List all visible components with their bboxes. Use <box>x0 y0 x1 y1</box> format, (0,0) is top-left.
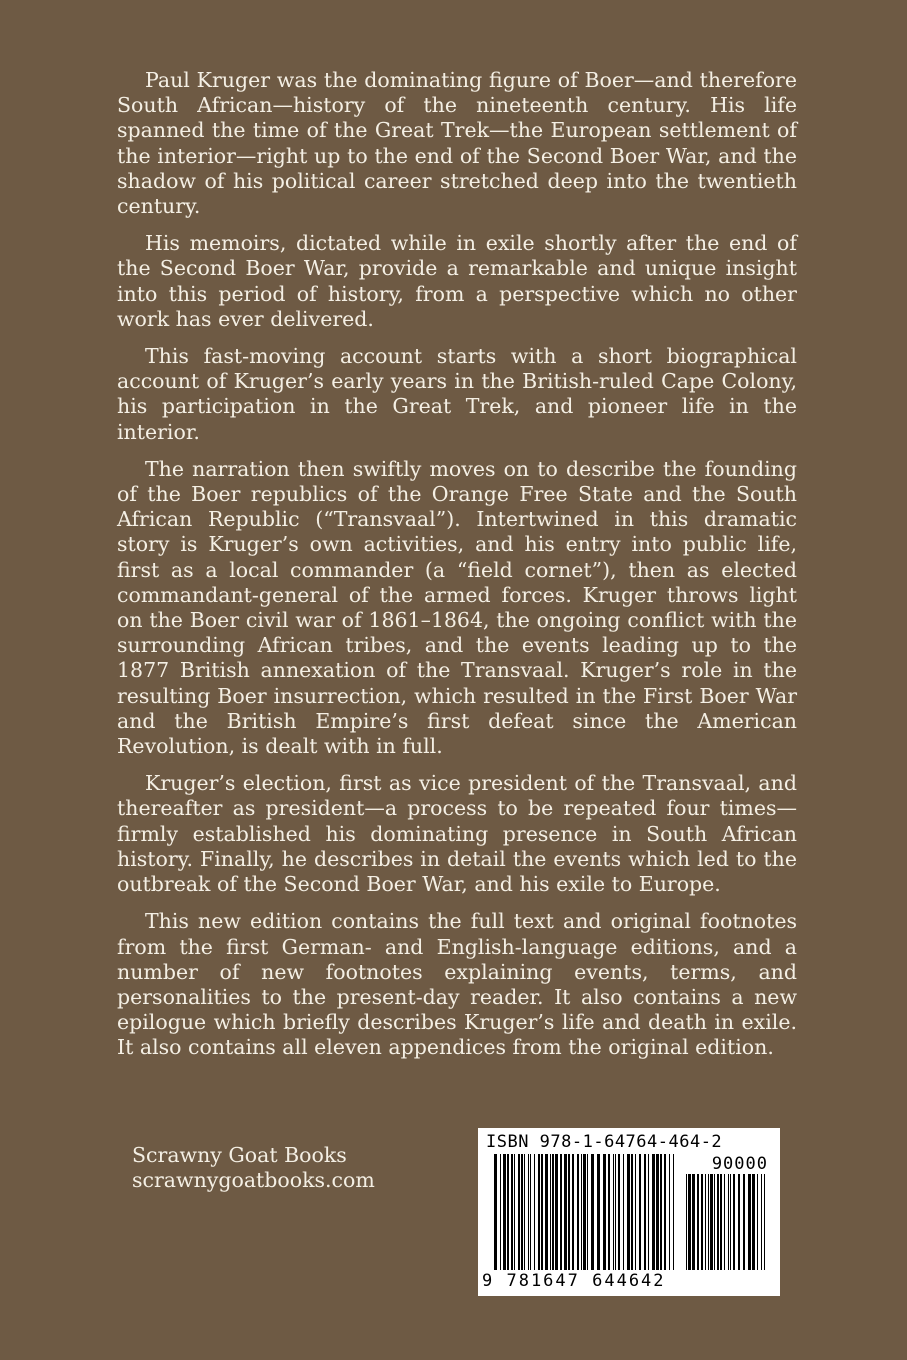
barcode-bar <box>603 1154 606 1270</box>
barcode-bar <box>627 1154 630 1270</box>
blurb-paragraph-6: This new edition contains the full text and original footnotes from the first German- and English-language editions, and a number of new footnotes explaining events, terms, and personalities to the present-day reader. It also contains a new epilogue which briefly describes Kruger’s life and death in exile. It also contains all eleven appendices from the original edition. <box>117 909 797 1060</box>
barcode-bar <box>724 1174 725 1270</box>
barcode-bar <box>494 1154 497 1270</box>
barcode-bar <box>564 1154 567 1270</box>
barcode-bar <box>555 1154 558 1270</box>
publisher-name: Scrawny Goat Books <box>132 1143 347 1167</box>
barcode-bar <box>511 1154 513 1270</box>
barcode-bar <box>521 1154 523 1270</box>
barcode-bar <box>664 1154 666 1270</box>
barcode-bar <box>503 1154 506 1270</box>
barcode-bar <box>720 1174 722 1270</box>
barcode-bar <box>500 1154 501 1270</box>
barcode-bar <box>710 1174 713 1270</box>
publisher-info <box>132 1143 375 1193</box>
barcode-bar <box>705 1174 706 1270</box>
barcode-ean-digits: 9 781647 644642 <box>482 1271 666 1291</box>
isbn-barcode <box>478 1128 780 1296</box>
barcode-bar <box>660 1154 662 1270</box>
barcode-bar <box>583 1154 586 1270</box>
barcode-bar <box>644 1154 646 1270</box>
blurb-text <box>117 68 797 1073</box>
barcode-bar <box>587 1154 588 1270</box>
barcode-bar <box>669 1154 670 1270</box>
barcode-bar <box>581 1154 582 1270</box>
barcode-bar <box>692 1174 695 1270</box>
blurb-paragraph-4: The narration then swiftly moves on to describe the founding of the Boer republics of the Orange Free State and the South African Republic (“Transvaal”). Intertwined in this dramatic story is Kruger’s own activities, and his entry into public life, first as a local commander (a “field cornet”), then as elected commandant-general of the armed forces. Kruger throws light on the Boer civil war of 1861–1864, the ongoing conflict with the surrounding African tribes, and the events leading up to the 1877 British annexation of the Transvaal. Kruger’s role in the resulting Boer insurrection, which resulted in the First Boer War and the British Empire’s first defeat since the American Revolution, is dealt with in full. <box>117 456 797 759</box>
barcode-bar <box>618 1154 620 1270</box>
blurb-paragraph-1: Paul Kruger was the dominating figure of Boer—and therefore South African—history of the nineteenth century. His life spanned the time of the Great Trek—the European settlement of the interior—right up to the end of the Second Boer War, and the shadow of his political career stretched deep into the twentieth century. <box>117 68 797 219</box>
blurb-paragraph-5: Kruger’s election, first as vice president of the Transvaal, and thereafter as president—a process to be repeated four times—firmly established his dominating presence in South African history. Finally, he describes in detail the events which led to the outbreak of the Second Boer War, and his exile to Europe. <box>117 771 797 897</box>
isbn-label: ISBN 978-1-64764-464-2 <box>486 1132 723 1152</box>
barcode-bar <box>639 1154 641 1270</box>
barcode-bar <box>743 1174 745 1270</box>
barcode-bar <box>568 1154 570 1270</box>
barcode-bar <box>538 1154 540 1270</box>
barcode-bar <box>507 1154 509 1270</box>
barcode-bar <box>613 1154 614 1270</box>
barcode-bar <box>608 1154 610 1270</box>
barcode-bar <box>597 1154 600 1270</box>
barcode-bar <box>686 1174 687 1270</box>
barcode-bar <box>623 1154 624 1270</box>
barcode-bar <box>615 1154 616 1270</box>
barcode-bar <box>514 1154 515 1270</box>
barcode-bar <box>708 1174 709 1270</box>
barcode-bar <box>572 1154 574 1270</box>
barcode-bar <box>524 1154 525 1270</box>
barcode-bar <box>550 1154 551 1270</box>
barcode-bar <box>748 1174 751 1270</box>
barcode-bar <box>652 1154 655 1270</box>
barcode-bar <box>730 1174 731 1270</box>
barcode-addon-bars <box>686 1174 768 1270</box>
barcode-bar <box>656 1154 659 1270</box>
barcode-bar <box>717 1174 719 1270</box>
publisher-website: scrawnygoatbooks.com <box>132 1168 375 1192</box>
barcode-main-bars <box>494 1154 676 1270</box>
barcode-bar <box>738 1174 740 1270</box>
barcode-bar <box>591 1154 594 1270</box>
barcode-bar <box>648 1154 649 1270</box>
barcode-bar <box>733 1174 735 1270</box>
barcode-addon-digits: 90000 <box>711 1154 768 1174</box>
barcode-bar <box>673 1154 674 1270</box>
barcode-bar <box>530 1154 531 1270</box>
barcode-bar <box>701 1174 703 1270</box>
barcode-bar <box>761 1174 762 1270</box>
barcode-bar <box>528 1154 529 1270</box>
barcode-bar <box>577 1154 579 1270</box>
barcode-bar <box>552 1154 554 1270</box>
barcode-bar <box>631 1154 633 1270</box>
barcode-bar <box>752 1174 755 1270</box>
barcode-bar <box>534 1154 535 1270</box>
blurb-paragraph-3: This fast-moving account starts with a short biographical account of Kruger’s early years in the British-ruled Cape Colony, his participation in the Great Trek, and pioneer life in the interior. <box>117 344 797 444</box>
barcode-bar <box>764 1174 765 1270</box>
barcode-bar <box>757 1174 758 1270</box>
barcode-bar <box>728 1174 729 1270</box>
barcode-bar <box>697 1174 699 1270</box>
barcode-bar <box>560 1154 562 1270</box>
barcode-bar <box>541 1154 543 1270</box>
barcode-bar <box>518 1154 520 1270</box>
blurb-paragraph-2: His memoirs, dictated while in exile shortly after the end of the Second Boer War, provide a remarkable and unique insight into this period of history, from a perspective which no other work has ever delivered. <box>117 231 797 331</box>
barcode-bar <box>545 1154 548 1270</box>
barcode-bar <box>714 1174 715 1270</box>
barcode-bar <box>688 1174 691 1270</box>
barcode-bar <box>635 1154 636 1270</box>
